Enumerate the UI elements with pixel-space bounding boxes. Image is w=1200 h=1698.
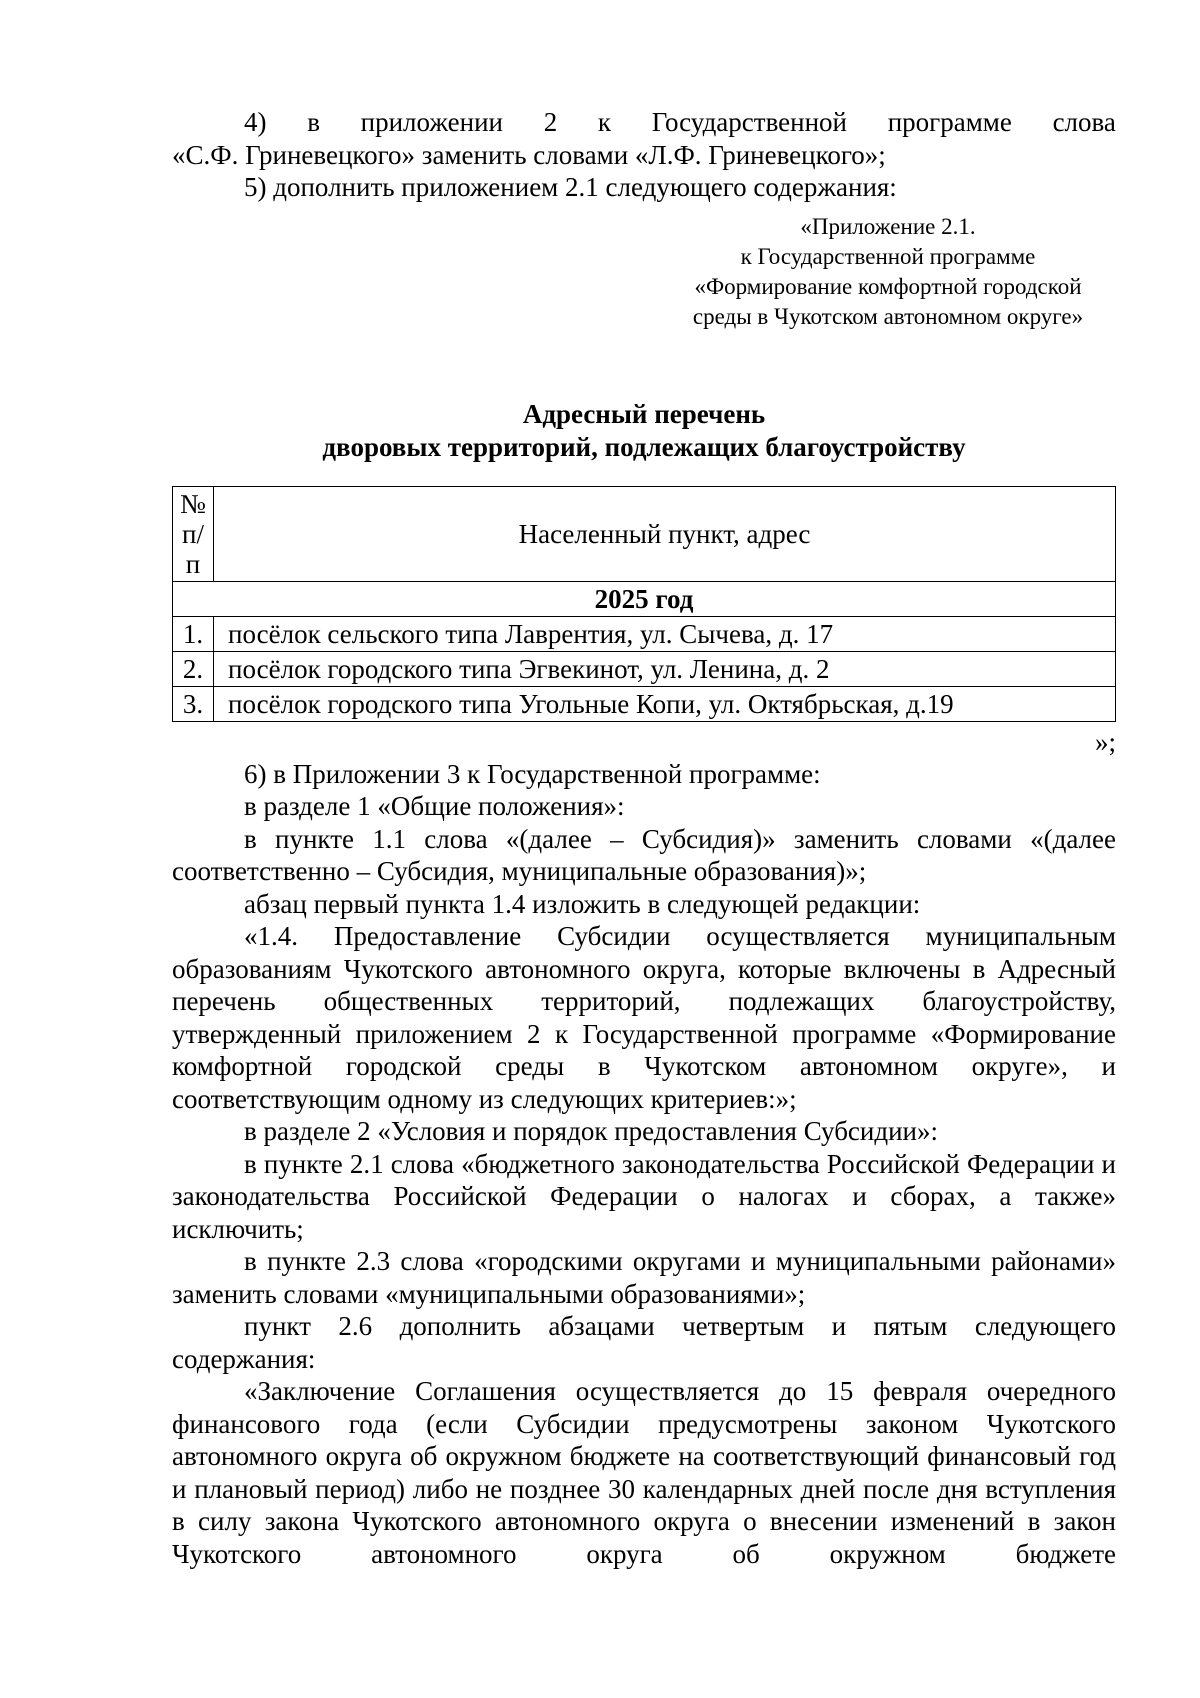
header-number: № п/п bbox=[173, 486, 214, 581]
header-address: Населенный пункт, адрес bbox=[214, 486, 1116, 581]
item-5: 5) дополнить приложением 2.1 следующего содержания: bbox=[244, 172, 897, 202]
paragraph: в разделе 2 «Условия и порядок предоставления Субсидии»: bbox=[244, 1116, 938, 1146]
row-number: 2. bbox=[173, 651, 214, 686]
item-4-word: к bbox=[597, 107, 612, 137]
table-row bbox=[173, 616, 1116, 651]
item-4-line-2: «С.Ф. Гриневецкого» заменить словами «Л.Ф. Гриневецкого»; bbox=[172, 139, 886, 170]
paragraph: «Заключение Соглашения осуществляется до 15 февраля очередного финансового года (если Субсидии предусмотрены законом Чукотского автономного округа об окружном бюджете на соответствующий финансовый год и плановый период) либо не позднее 30 календарных дней после дня вступления в силу закона Чукотского автономного округа о внесении изменений в закон Чукотского автономного округа об окружном бюджете bbox=[172, 1376, 1116, 1569]
item-4-word: в bbox=[307, 107, 320, 137]
row-address: посёлок сельского типа Лаврентия, ул. Сычева, д. 17 bbox=[214, 616, 1116, 651]
title-line-2: дворовых территорий, подлежащих благоустройству bbox=[322, 431, 966, 462]
appendix-line: к Государственной программе bbox=[740, 243, 1036, 269]
paragraph: 6) в Приложении 3 к Государственной программе: bbox=[244, 758, 821, 789]
appendix-line: «Формирование комфортной городской bbox=[694, 273, 1082, 299]
paragraph: пункт 2.6 дополнить абзацами четвертым и пятым следующего содержания: bbox=[172, 1311, 1116, 1374]
row-number: 3. bbox=[173, 686, 214, 721]
appendix-line: «Приложение 2.1. bbox=[800, 213, 976, 239]
appendix-header bbox=[172, 212, 1116, 332]
document-title bbox=[172, 398, 1116, 464]
paragraph: абзац первый пункта 1.4 изложить в следующей редакции: bbox=[244, 888, 921, 919]
row-number: 1. bbox=[173, 616, 214, 651]
item-4-word: 4) bbox=[244, 107, 267, 137]
appendix-line: среды в Чукотском автономном округе» bbox=[692, 303, 1084, 329]
item-4-line-1 bbox=[172, 106, 1116, 139]
table-row bbox=[173, 686, 1116, 721]
item-4-word: приложении bbox=[360, 107, 503, 137]
row-address: посёлок городского типа Угольные Копи, ул. Октябрьская, д.19 bbox=[214, 686, 1116, 721]
item-4-word: слова bbox=[1052, 107, 1116, 137]
paragraph: в разделе 1 «Общие положения»: bbox=[244, 791, 625, 821]
year-label: 2025 год bbox=[173, 581, 1116, 616]
address-table bbox=[172, 486, 1116, 722]
paragraph: «1.4. Предоставление Субсидии осуществляется муниципальным образованиям Чукотского автономного округа, которые включены в Адресный перечень общественных территорий, подлежащих благоустройству, утвержденный приложением 2 к Государственной программе «Формирование комфортной городской среды в Чукотском автономном округе», и соответствующим одному из следующих критериев:»; bbox=[172, 921, 1116, 1114]
closing-quote: »; bbox=[1094, 726, 1116, 757]
table-header-row bbox=[173, 486, 1116, 581]
paragraph: в пункте 2.1 слова «бюджетного законодательства Российской Федерации и законодательства Российской Федерации о налогах и сборах, а также» исключить; bbox=[172, 1148, 1116, 1244]
row-address: посёлок городского типа Эгвекинот, ул. Ленина, д. 2 bbox=[214, 651, 1116, 686]
title-line-1: Адресный перечень bbox=[522, 398, 766, 429]
table-row bbox=[173, 651, 1116, 686]
item-4-word: 2 bbox=[543, 107, 558, 137]
item-4-word: программе bbox=[887, 107, 1012, 137]
paragraph: в пункте 1.1 слова «(далее – Субсидия)» заменить словами «(далее соответственно – Субсидия, муниципальные образования)»; bbox=[172, 823, 1116, 886]
table-year-row bbox=[173, 581, 1116, 616]
item-4-word: Государственной bbox=[651, 107, 847, 137]
document-page bbox=[172, 106, 1116, 1570]
paragraph: в пункте 2.3 слова «городскими округами и муниципальными районами» заменить словами «муниципальными образованиями»; bbox=[172, 1246, 1116, 1309]
